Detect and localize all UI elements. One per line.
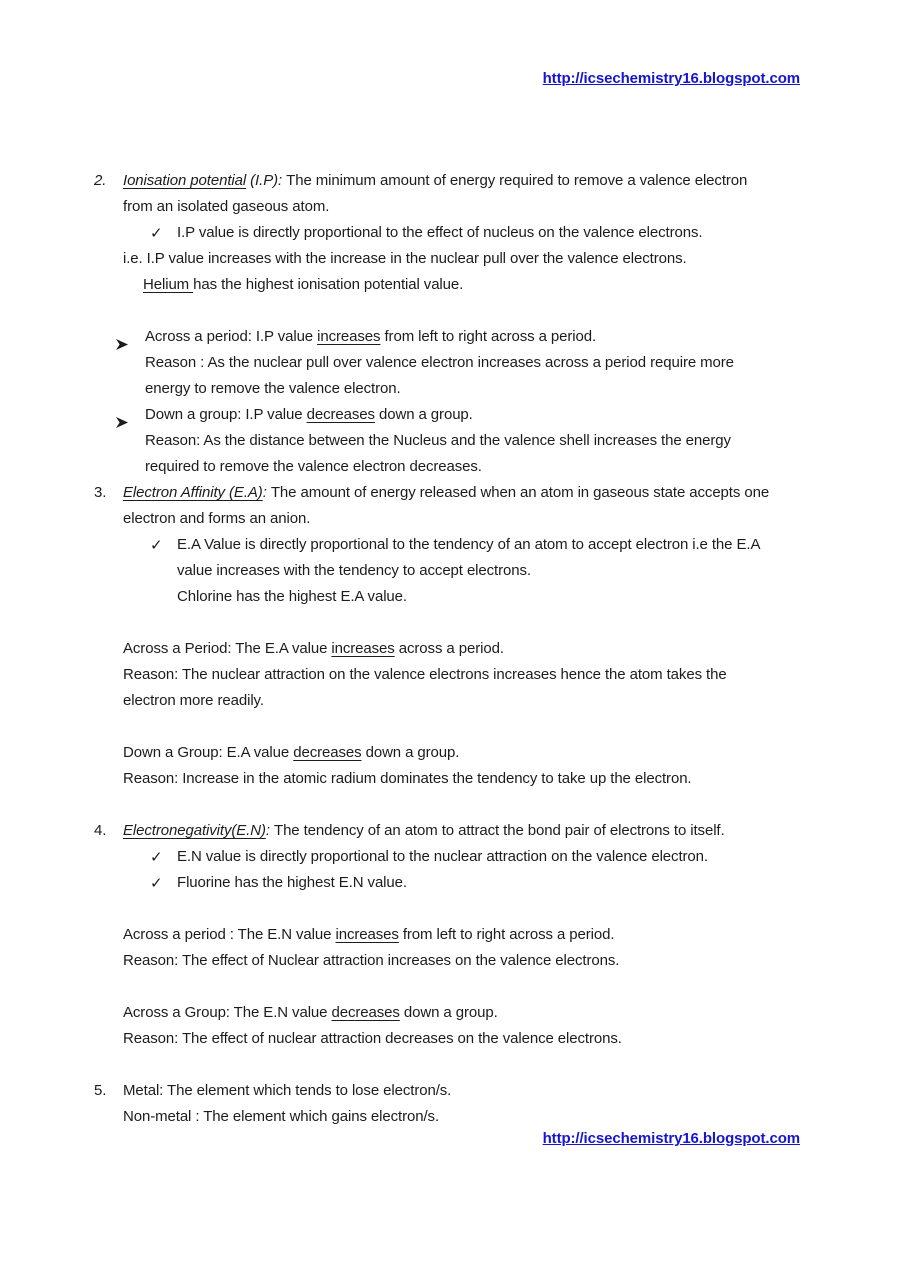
text-line xyxy=(94,402,854,428)
text-line xyxy=(94,350,854,376)
arrowhead-shape xyxy=(116,339,128,350)
text-line xyxy=(94,194,854,220)
check-icon: ✓ xyxy=(150,536,163,554)
text-run: E.N value is directly proportional to the nuclear attraction on the valence electron. xyxy=(177,848,708,865)
text-line xyxy=(94,740,854,766)
footer-link[interactable]: http://icsechemistry16.blogspot.com xyxy=(542,1130,800,1147)
text-line xyxy=(94,220,854,246)
text-line xyxy=(94,376,854,402)
text-run: Reason : As the nuclear pull over valence electron increases across a period require more xyxy=(145,354,734,371)
text-run: required to remove the valence electron decreases. xyxy=(145,458,482,475)
text-run: Down a Group: E.A value xyxy=(123,744,294,761)
text-run: Across a Group: The E.N value xyxy=(123,1004,332,1021)
header xyxy=(543,66,800,92)
text-line xyxy=(94,1078,854,1104)
text-run: Ionisation potential xyxy=(123,172,247,189)
text-line xyxy=(94,1026,854,1052)
check-icon: ✓ xyxy=(150,848,163,866)
text-run: The minimum amount of energy required to remove a valence electron xyxy=(286,172,748,189)
blank-line xyxy=(94,298,854,324)
text-run: Across a period: I.P value xyxy=(145,328,318,345)
text-run: value increases with the tendency to accept electrons. xyxy=(177,562,531,579)
text-run: down a group. xyxy=(399,1004,498,1021)
blank-line xyxy=(94,974,854,1000)
text-run: : xyxy=(262,484,271,501)
text-line xyxy=(94,870,854,896)
text-run: I.P value is directly proportional to the effect of nucleus on the valence electrons. xyxy=(177,224,703,241)
footer xyxy=(543,1126,800,1152)
arrowhead-shape xyxy=(116,417,128,428)
text-run: i.e. I.P value increases with the increase in the nuclear pull over the valence electrons. xyxy=(123,250,687,267)
text-run: Electron Affinity (E.A) xyxy=(123,484,263,501)
text-line xyxy=(94,636,854,662)
list-number: 5. xyxy=(94,1082,107,1099)
text-run: energy to remove the valence electron. xyxy=(145,380,401,397)
text-line xyxy=(94,688,854,714)
blank-line xyxy=(94,896,854,922)
text-run: increases xyxy=(317,328,381,345)
blank-line xyxy=(94,610,854,636)
list-number: 4. xyxy=(94,822,107,839)
blank-line xyxy=(94,792,854,818)
text-line xyxy=(94,428,854,454)
text-run: The amount of energy released when an atom in gaseous state accepts one xyxy=(270,484,770,501)
text-line xyxy=(94,532,854,558)
text-run: Metal: The element which tends to lose electron/s. xyxy=(123,1082,452,1099)
text-run: across a period. xyxy=(394,640,504,657)
text-run: down a group. xyxy=(361,744,460,761)
text-run: : xyxy=(265,822,274,839)
text-run: electron and forms an anion. xyxy=(123,510,311,527)
check-icon: ✓ xyxy=(150,224,163,242)
text-run: from left to right across a period. xyxy=(380,328,597,345)
text-line xyxy=(94,168,854,194)
text-run: Fluorine has the highest E.N value. xyxy=(177,874,407,891)
text-run: decreases xyxy=(293,744,362,761)
text-run: Helium xyxy=(143,276,194,293)
text-run: has the highest ionisation potential value. xyxy=(193,276,464,293)
text-run: decreases xyxy=(331,1004,400,1021)
text-line xyxy=(94,324,854,350)
text-run: Reason: The effect of Nuclear attraction increases on the valence electrons. xyxy=(123,952,620,969)
text-line xyxy=(94,1000,854,1026)
text-line xyxy=(94,480,854,506)
text-line xyxy=(94,246,854,272)
text-line xyxy=(94,558,854,584)
text-line xyxy=(94,454,854,480)
text-line xyxy=(94,948,854,974)
header-link[interactable]: http://icsechemistry16.blogspot.com xyxy=(542,70,800,87)
text-line xyxy=(94,584,854,610)
text-run: Reason: As the distance between the Nucleus and the valence shell increases the energy xyxy=(145,432,731,449)
text-run: Electronegativity(E.N) xyxy=(123,822,266,839)
text-run: Across a Period: The E.A value xyxy=(123,640,332,657)
text-run: decreases xyxy=(306,406,375,423)
blank-line xyxy=(94,714,854,740)
text-run: Reason: The nuclear attraction on the valence electrons increases hence the atom takes the xyxy=(123,666,727,683)
document-body xyxy=(94,168,854,1130)
text-run: increases xyxy=(335,926,399,943)
text-line xyxy=(94,766,854,792)
text-run: (I.P): xyxy=(246,172,287,189)
text-line xyxy=(94,844,854,870)
text-run: Across a period : The E.N value xyxy=(123,926,336,943)
text-line xyxy=(94,272,854,298)
text-run: down a group. xyxy=(374,406,473,423)
text-line xyxy=(94,506,854,532)
text-run: Non-metal : The element which gains electron/s. xyxy=(123,1108,440,1125)
text-run: E.A Value is directly proportional to the tendency of an atom to accept electron i.e the E.A xyxy=(177,536,761,553)
list-number: 2. xyxy=(94,172,107,189)
text-run: electron more readily. xyxy=(123,692,264,709)
text-line xyxy=(94,818,854,844)
check-icon: ✓ xyxy=(150,874,163,892)
text-run: Down a group: I.P value xyxy=(145,406,307,423)
text-run: increases xyxy=(331,640,395,657)
text-run: from left to right across a period. xyxy=(398,926,615,943)
text-run: The tendency of an atom to attract the bond pair of electrons to itself. xyxy=(274,822,725,839)
text-run: from an isolated gaseous atom. xyxy=(123,198,330,215)
text-run: Reason: The effect of nuclear attraction decreases on the valence electrons. xyxy=(123,1030,622,1047)
blank-line xyxy=(94,1052,854,1078)
text-line xyxy=(94,922,854,948)
text-line xyxy=(94,662,854,688)
text-run: Reason: Increase in the atomic radium dominates the tendency to take up the electron. xyxy=(123,770,692,787)
text-run: Chlorine has the highest E.A value. xyxy=(177,588,407,605)
list-number: 3. xyxy=(94,484,107,501)
